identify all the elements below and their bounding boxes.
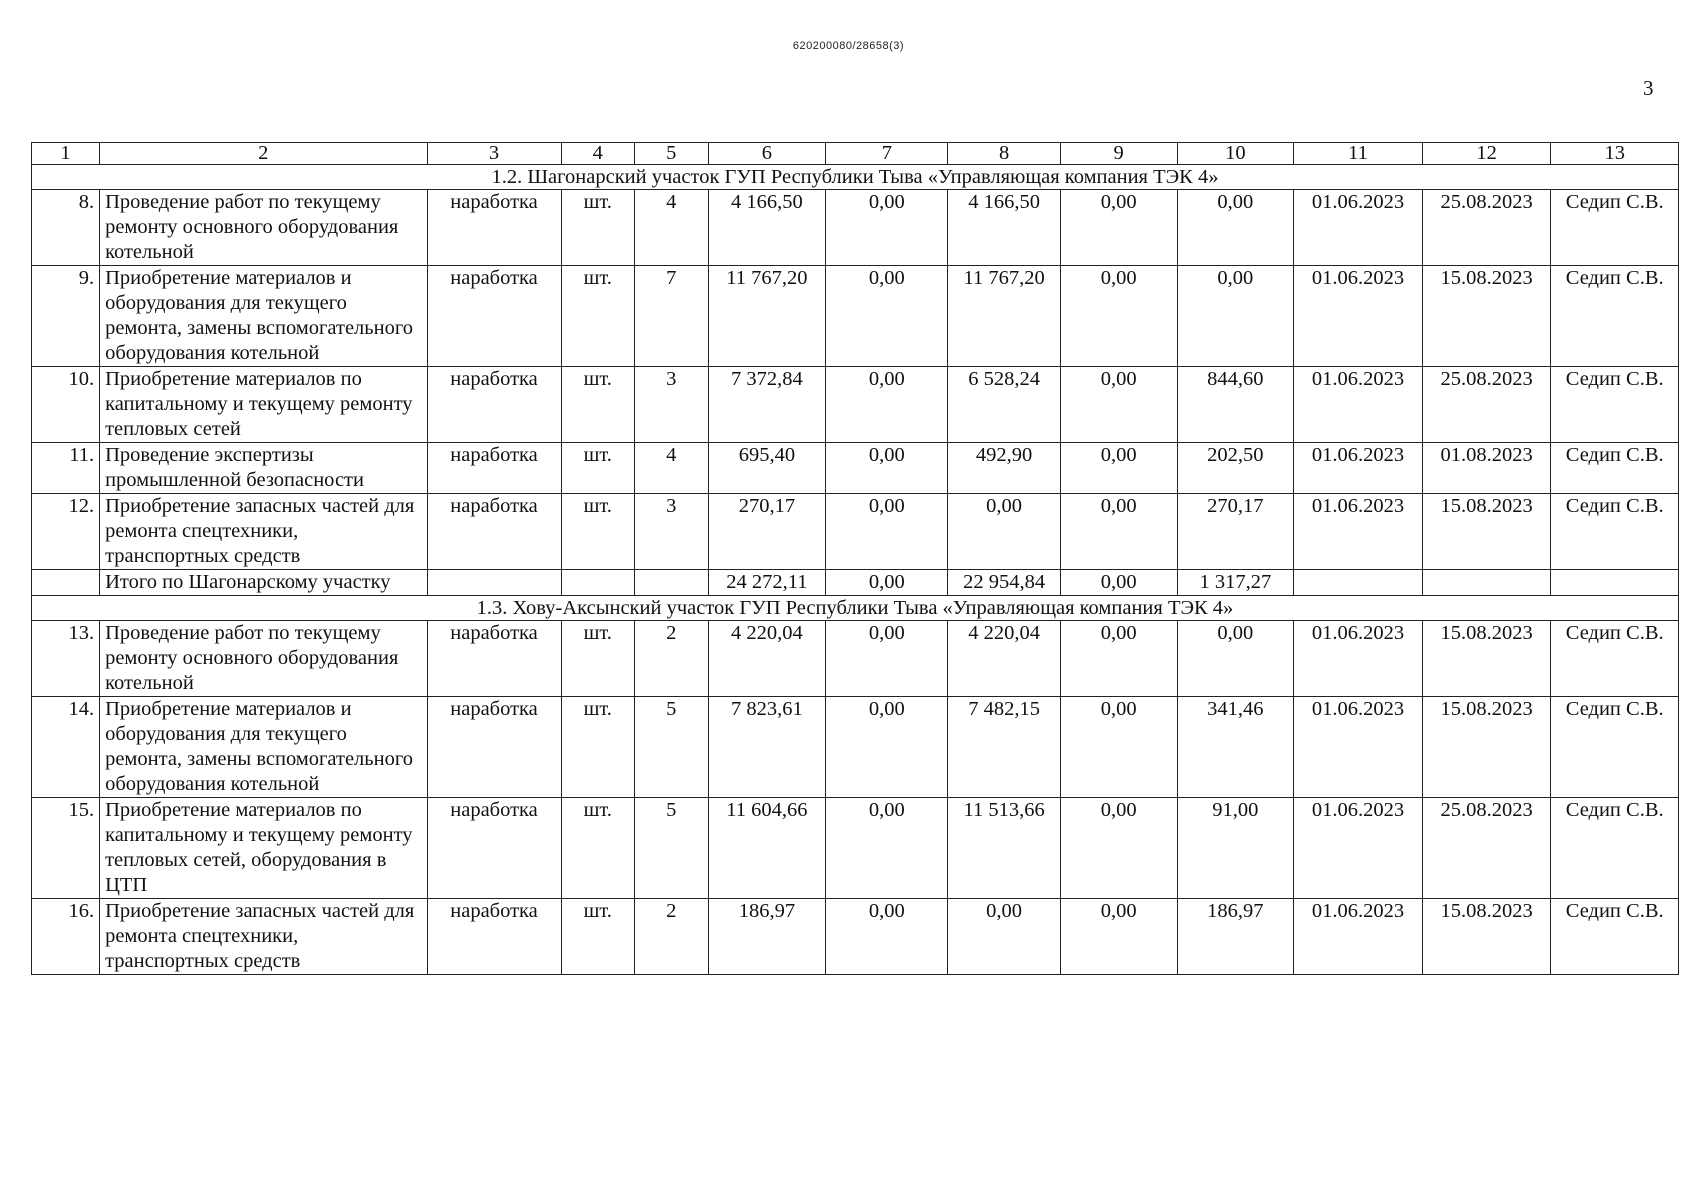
end-date: 15.08.2023 bbox=[1422, 494, 1551, 570]
start-date: 01.06.2023 bbox=[1294, 494, 1423, 570]
document-id: 620200080/28658(3) bbox=[792, 40, 905, 52]
amount-col7: 0,00 bbox=[826, 798, 948, 899]
unit: шт. bbox=[561, 443, 634, 494]
row-number: 13. bbox=[32, 621, 100, 697]
amount-col8: 6 528,24 bbox=[948, 367, 1060, 443]
amount-col10: 0,00 bbox=[1177, 621, 1294, 697]
empty-cell bbox=[1551, 570, 1679, 596]
column-number: 10 bbox=[1177, 143, 1294, 165]
responsible-person: Седип С.В. bbox=[1551, 190, 1679, 266]
quantity: 3 bbox=[635, 494, 708, 570]
work-plan-table bbox=[31, 142, 1679, 975]
end-date: 15.08.2023 bbox=[1422, 266, 1551, 367]
amount-col9: 0,00 bbox=[1060, 621, 1177, 697]
table-row bbox=[32, 494, 1679, 570]
responsible-person: Седип С.В. bbox=[1551, 621, 1679, 697]
start-date: 01.06.2023 bbox=[1294, 190, 1423, 266]
amount-col10: 0,00 bbox=[1177, 190, 1294, 266]
amount-total: 186,97 bbox=[708, 899, 826, 975]
column-number: 7 bbox=[826, 143, 948, 165]
work-type: наработка bbox=[427, 367, 561, 443]
column-number: 9 bbox=[1060, 143, 1177, 165]
unit: шт. bbox=[561, 367, 634, 443]
work-type: наработка bbox=[427, 621, 561, 697]
quantity: 4 bbox=[635, 443, 708, 494]
amount-col7: 0,00 bbox=[826, 443, 948, 494]
total-col10: 1 317,27 bbox=[1177, 570, 1294, 596]
amount-col10: 202,50 bbox=[1177, 443, 1294, 494]
section-header-row bbox=[32, 165, 1679, 190]
amount-total: 11 767,20 bbox=[708, 266, 826, 367]
column-number: 8 bbox=[948, 143, 1060, 165]
unit: шт. bbox=[561, 266, 634, 367]
section-title: 1.3. Хову-Аксынский участок ГУП Республики Тыва «Управляющая компания ТЭК 4» bbox=[32, 596, 1679, 621]
amount-col8: 4 166,50 bbox=[948, 190, 1060, 266]
column-number: 3 bbox=[427, 143, 561, 165]
start-date: 01.06.2023 bbox=[1294, 443, 1423, 494]
end-date: 25.08.2023 bbox=[1422, 367, 1551, 443]
column-number: 6 bbox=[708, 143, 826, 165]
work-name: Приобретение материалов и оборудования для текущего ремонта, замены вспомогательного оборудования котельной bbox=[100, 697, 427, 798]
unit: шт. bbox=[561, 190, 634, 266]
row-number: 8. bbox=[32, 190, 100, 266]
amount-col10: 91,00 bbox=[1177, 798, 1294, 899]
table-row bbox=[32, 266, 1679, 367]
work-type: наработка bbox=[427, 266, 561, 367]
work-type: наработка bbox=[427, 190, 561, 266]
work-type: наработка bbox=[427, 697, 561, 798]
column-number: 11 bbox=[1294, 143, 1423, 165]
amount-total: 7 823,61 bbox=[708, 697, 826, 798]
quantity: 3 bbox=[635, 367, 708, 443]
amount-col9: 0,00 bbox=[1060, 266, 1177, 367]
amount-col9: 0,00 bbox=[1060, 367, 1177, 443]
amount-col10: 0,00 bbox=[1177, 266, 1294, 367]
empty-cell bbox=[561, 570, 634, 596]
amount-col8: 0,00 bbox=[948, 899, 1060, 975]
table-row bbox=[32, 621, 1679, 697]
work-name: Приобретение материалов по капитальному и текущему ремонту тепловых сетей bbox=[100, 367, 427, 443]
amount-total: 695,40 bbox=[708, 443, 826, 494]
table-row bbox=[32, 367, 1679, 443]
column-number: 5 bbox=[635, 143, 708, 165]
amount-col7: 0,00 bbox=[826, 367, 948, 443]
work-type: наработка bbox=[427, 443, 561, 494]
column-number: 2 bbox=[100, 143, 427, 165]
amount-col9: 0,00 bbox=[1060, 190, 1177, 266]
empty-cell bbox=[32, 570, 100, 596]
row-number: 12. bbox=[32, 494, 100, 570]
amount-col7: 0,00 bbox=[826, 697, 948, 798]
column-number: 4 bbox=[561, 143, 634, 165]
amount-col8: 11 767,20 bbox=[948, 266, 1060, 367]
end-date: 15.08.2023 bbox=[1422, 899, 1551, 975]
amount-total: 4 220,04 bbox=[708, 621, 826, 697]
start-date: 01.06.2023 bbox=[1294, 697, 1423, 798]
work-name: Проведение работ по текущему ремонту основного оборудования котельной bbox=[100, 621, 427, 697]
amount-col8: 0,00 bbox=[948, 494, 1060, 570]
unit: шт. bbox=[561, 798, 634, 899]
amount-col9: 0,00 bbox=[1060, 697, 1177, 798]
table-row bbox=[32, 697, 1679, 798]
amount-col7: 0,00 bbox=[826, 190, 948, 266]
responsible-person: Седип С.В. bbox=[1551, 899, 1679, 975]
empty-cell bbox=[1422, 570, 1551, 596]
start-date: 01.06.2023 bbox=[1294, 899, 1423, 975]
amount-col10: 270,17 bbox=[1177, 494, 1294, 570]
total-col6: 24 272,11 bbox=[708, 570, 826, 596]
page-number: 3 bbox=[1643, 76, 1654, 100]
unit: шт. bbox=[561, 899, 634, 975]
table-row bbox=[32, 798, 1679, 899]
start-date: 01.06.2023 bbox=[1294, 621, 1423, 697]
work-name: Проведение работ по текущему ремонту основного оборудования котельной bbox=[100, 190, 427, 266]
work-type: наработка bbox=[427, 494, 561, 570]
amount-total: 11 604,66 bbox=[708, 798, 826, 899]
empty-cell bbox=[635, 570, 708, 596]
amount-col9: 0,00 bbox=[1060, 443, 1177, 494]
row-number: 9. bbox=[32, 266, 100, 367]
end-date: 25.08.2023 bbox=[1422, 190, 1551, 266]
work-name: Проведение экспертизы промышленной безопасности bbox=[100, 443, 427, 494]
amount-col9: 0,00 bbox=[1060, 899, 1177, 975]
amount-col10: 341,46 bbox=[1177, 697, 1294, 798]
amount-col8: 4 220,04 bbox=[948, 621, 1060, 697]
column-number-row bbox=[32, 143, 1679, 165]
column-number: 1 bbox=[32, 143, 100, 165]
quantity: 5 bbox=[635, 798, 708, 899]
table-row bbox=[32, 899, 1679, 975]
unit: шт. bbox=[561, 494, 634, 570]
quantity: 2 bbox=[635, 899, 708, 975]
amount-col7: 0,00 bbox=[826, 494, 948, 570]
quantity: 7 bbox=[635, 266, 708, 367]
amount-col8: 492,90 bbox=[948, 443, 1060, 494]
amount-col8: 11 513,66 bbox=[948, 798, 1060, 899]
amount-total: 270,17 bbox=[708, 494, 826, 570]
amount-col9: 0,00 bbox=[1060, 494, 1177, 570]
amount-col10: 186,97 bbox=[1177, 899, 1294, 975]
responsible-person: Седип С.В. bbox=[1551, 367, 1679, 443]
section-title: 1.2. Шагонарский участок ГУП Республики Тыва «Управляющая компания ТЭК 4» bbox=[32, 165, 1679, 190]
quantity: 4 bbox=[635, 190, 708, 266]
quantity: 2 bbox=[635, 621, 708, 697]
total-col9: 0,00 bbox=[1060, 570, 1177, 596]
unit: шт. bbox=[561, 697, 634, 798]
work-name: Приобретение материалов по капитальному и текущему ремонту тепловых сетей, оборудования в ЦТП bbox=[100, 798, 427, 899]
total-row bbox=[32, 570, 1679, 596]
start-date: 01.06.2023 bbox=[1294, 266, 1423, 367]
amount-col8: 7 482,15 bbox=[948, 697, 1060, 798]
row-number: 10. bbox=[32, 367, 100, 443]
quantity: 5 bbox=[635, 697, 708, 798]
row-number: 14. bbox=[32, 697, 100, 798]
end-date: 15.08.2023 bbox=[1422, 621, 1551, 697]
total-label: Итого по Шагонарскому участку bbox=[100, 570, 427, 596]
row-number: 15. bbox=[32, 798, 100, 899]
work-name: Приобретение запасных частей для ремонта спецтехники, транспортных средств bbox=[100, 494, 427, 570]
start-date: 01.06.2023 bbox=[1294, 367, 1423, 443]
amount-col7: 0,00 bbox=[826, 266, 948, 367]
end-date: 25.08.2023 bbox=[1422, 798, 1551, 899]
work-type: наработка bbox=[427, 899, 561, 975]
end-date: 15.08.2023 bbox=[1422, 697, 1551, 798]
row-number: 11. bbox=[32, 443, 100, 494]
amount-total: 7 372,84 bbox=[708, 367, 826, 443]
responsible-person: Седип С.В. bbox=[1551, 494, 1679, 570]
responsible-person: Седип С.В. bbox=[1551, 798, 1679, 899]
total-col7: 0,00 bbox=[826, 570, 948, 596]
section-header-row bbox=[32, 596, 1679, 621]
amount-col9: 0,00 bbox=[1060, 798, 1177, 899]
table-row bbox=[32, 190, 1679, 266]
responsible-person: Седип С.В. bbox=[1551, 443, 1679, 494]
start-date: 01.06.2023 bbox=[1294, 798, 1423, 899]
end-date: 01.08.2023 bbox=[1422, 443, 1551, 494]
table-body bbox=[32, 143, 1679, 975]
work-name: Приобретение материалов и оборудования для текущего ремонта, замены вспомогательного оборудования котельной bbox=[100, 266, 427, 367]
amount-col10: 844,60 bbox=[1177, 367, 1294, 443]
empty-cell bbox=[1294, 570, 1423, 596]
amount-col7: 0,00 bbox=[826, 621, 948, 697]
table-row bbox=[32, 443, 1679, 494]
work-name: Приобретение запасных частей для ремонта спецтехники, транспортных средств bbox=[100, 899, 427, 975]
work-type: наработка bbox=[427, 798, 561, 899]
responsible-person: Седип С.В. bbox=[1551, 266, 1679, 367]
row-number: 16. bbox=[32, 899, 100, 975]
amount-total: 4 166,50 bbox=[708, 190, 826, 266]
empty-cell bbox=[427, 570, 561, 596]
total-col8: 22 954,84 bbox=[948, 570, 1060, 596]
unit: шт. bbox=[561, 621, 634, 697]
amount-col7: 0,00 bbox=[826, 899, 948, 975]
column-number: 12 bbox=[1422, 143, 1551, 165]
column-number: 13 bbox=[1551, 143, 1679, 165]
responsible-person: Седип С.В. bbox=[1551, 697, 1679, 798]
